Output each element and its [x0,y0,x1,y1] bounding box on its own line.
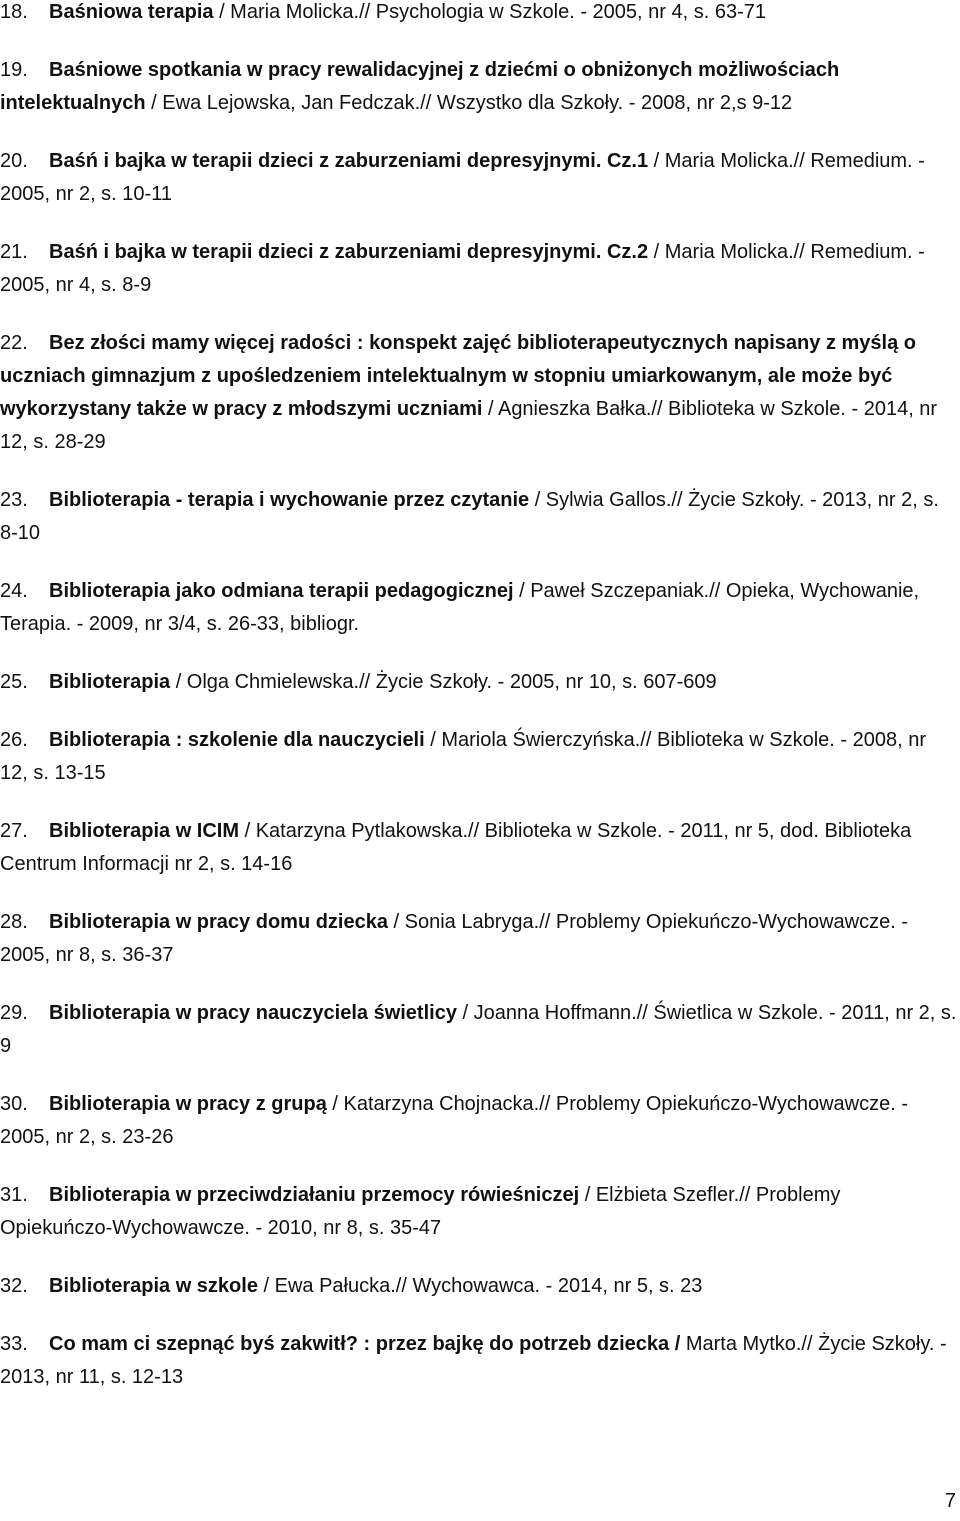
entry-number: 19. [0,59,28,81]
entry-title: Biblioterapia w pracy domu dziecka [49,911,388,933]
entry-citation: / Agnieszka Bałka.// Biblioteka w Szkole. - 2014, nr 12, s. 28-29 [0,398,938,453]
entry-title: Co mam ci szepnąć byś zakwitł? : przez bajkę do potrzeb dziecka / [49,1333,681,1355]
entry-title: Biblioterapia w ICIM [49,820,240,842]
entry-citation: / Sylwia Gallos.// Życie Szkoły. - 2013, nr 2, s. 8-10 [0,489,939,544]
entry-title: Biblioterapia w przeciwdziałaniu przemocy rówieśniczej [49,1184,580,1206]
bibliography-entry [0,145,958,211]
bibliography-entry [0,0,958,29]
entry-number: 32. [0,1275,28,1297]
bibliography-entry [0,906,958,972]
entry-title: Bez złości mamy więcej radości : konspekt zajęć biblioterapeutycznych napisany z myślą o uczniach gimnazjum z upośledzeniem intelektualnym w stopniu umiarkowanym, ale może być wykorzystany także w pracy z młodszymi uczniami [0,332,916,420]
entry-number: 25. [0,671,28,693]
entry-citation: / Sonia Labryga.// Problemy Opiekuńczo-Wychowawcze. - 2005, nr 8, s. 36-37 [0,911,909,966]
entry-number: 33. [0,1333,28,1355]
entry-citation: / Mariola Świerczyńska.// Biblioteka w Szkole. - 2008, nr 12, s. 13-15 [0,729,926,784]
entry-number: 31. [0,1184,28,1206]
bibliography-entry [0,327,958,459]
bibliography-entry [0,815,958,881]
bibliography-entry [0,484,958,550]
entry-number: 21. [0,241,28,263]
page-number: 7 [944,1490,956,1512]
entry-title: Biblioterapia [49,671,171,693]
entry-citation: / Maria Molicka.// Remedium. - 2005, nr 2, s. 10-11 [0,150,925,205]
entry-title: Biblioterapia - terapia i wychowanie przez czytanie [49,489,530,511]
entry-title: Baśń i bajka w terapii dzieci z zaburzeniami depresyjnymi. Cz.1 [49,150,649,172]
entry-number: 29. [0,1002,28,1024]
entry-title: Biblioterapia w pracy z grupą [49,1093,327,1115]
entry-title: Baśniowe spotkania w pracy rewalidacyjnej z dziećmi o obniżonych możliwościach intelektualnych [0,59,840,114]
entry-citation: / Ewa Lejowska, Jan Fedczak.// Wszystko dla Szkoły. - 2008, nr 2,s 9-12 [145,92,793,114]
entry-number: 28. [0,911,28,933]
entry-title: Biblioterapia w pracy nauczyciela świetlicy [49,1002,457,1024]
bibliography-entry [0,1328,958,1394]
entry-citation: / Ewa Pałucka.// Wychowawca. - 2014, nr 5, s. 23 [257,1275,703,1297]
bibliography-entry [0,724,958,790]
entry-number: 27. [0,820,28,842]
entry-number: 22. [0,332,28,354]
entry-citation: / Katarzyna Pytlakowska.// Biblioteka w Szkole. - 2011, nr 5, dod. Biblioteka Centrum Informacji nr 2, s. 14-16 [0,820,912,875]
bibliography-entry [0,1270,958,1303]
bibliography-entry [0,666,958,699]
entry-number: 30. [0,1093,28,1115]
bibliography-entry [0,1088,958,1154]
entry-number: 18. [0,1,28,23]
entry-title: Biblioterapia jako odmiana terapii pedagogicznej [49,580,514,602]
entry-number: 26. [0,729,28,751]
entry-citation: / Joanna Hoffmann.// Świetlica w Szkole. - 2011, nr 2, s. 9 [0,1002,957,1057]
entry-number: 20. [0,150,28,172]
bibliography-entry [0,575,958,641]
entry-citation: / Maria Molicka.// Psychologia w Szkole. - 2005, nr 4, s. 63-71 [213,1,766,23]
bibliography-entry [0,1179,958,1245]
bibliography-entry [0,997,958,1063]
entry-citation: / Elżbieta Szefler.// Problemy Opiekuńczo-Wychowawcze. - 2010, nr 8, s. 35-47 [0,1184,841,1239]
bibliography-entry [0,236,958,302]
entry-citation: Marta Mytko.// Życie Szkoły. - 2013, nr 11, s. 12-13 [0,1333,947,1388]
entry-title: Biblioterapia : szkolenie dla nauczycieli [49,729,425,751]
entry-citation: / Paweł Szczepaniak.// Opieka, Wychowanie, Terapia. - 2009, nr 3/4, s. 26-33, bibliogr. [0,580,920,635]
bibliography-entry [0,54,958,120]
entry-citation: / Katarzyna Chojnacka.// Problemy Opiekuńczo-Wychowawcze. - 2005, nr 2, s. 23-26 [0,1093,909,1148]
entry-title: Baśń i bajka w terapii dzieci z zaburzeniami depresyjnymi. Cz.2 [49,241,649,263]
entry-number: 24. [0,580,28,602]
entry-number: 23. [0,489,28,511]
entry-title: Biblioterapia w szkole [49,1275,258,1297]
entry-citation: / Maria Molicka.// Remedium. - 2005, nr 4, s. 8-9 [0,241,925,296]
entry-title: Baśniowa terapia [49,1,214,23]
entry-citation: / Olga Chmielewska.// Życie Szkoły. - 2005, nr 10, s. 607-609 [170,671,717,693]
